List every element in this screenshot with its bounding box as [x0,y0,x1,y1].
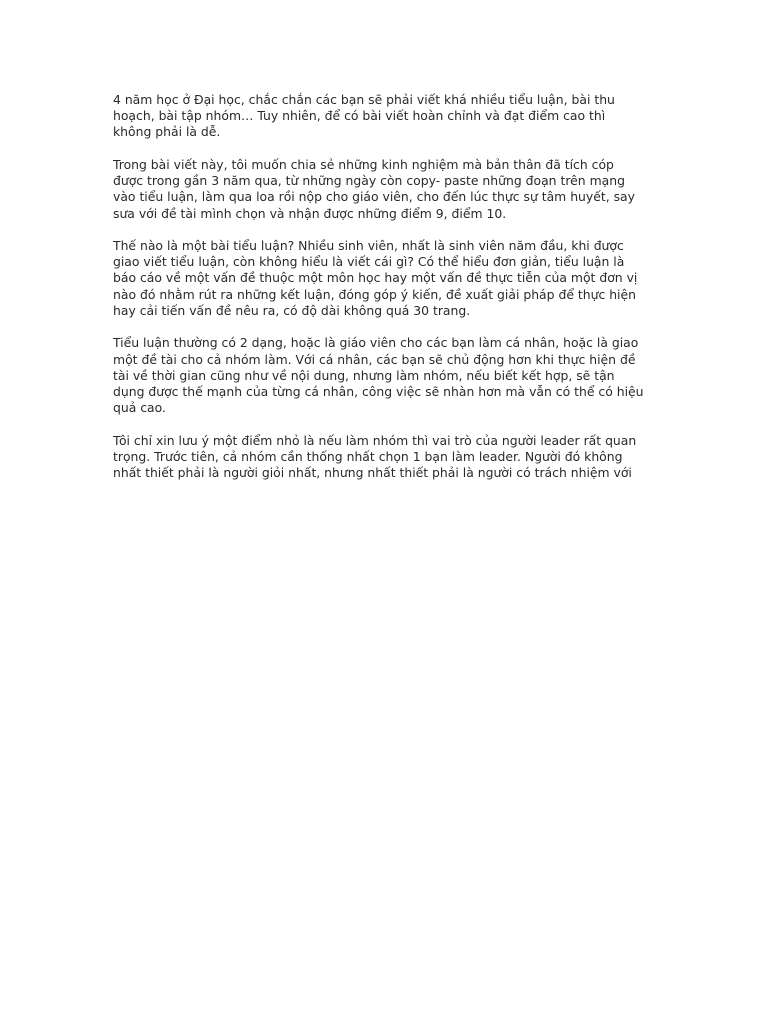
paragraph [113,157,733,222]
text-line: không phải là dễ. [113,124,221,140]
text-line: nào đó nhằm rút ra những kết luận, đóng góp ý kiến, đề xuất giải pháp để thực hiện [113,286,636,302]
text-line: quả cao. [113,400,166,416]
text-line: vào tiểu luận, làm qua loa rồi nộp cho giáo viên, cho đến lúc thực sự tâm huyết, say [113,189,635,205]
paragraph [113,238,733,319]
text-line: dụng được thế mạnh của từng cá nhân, công việc sẽ nhàn hơn mà vẫn có thể có hiệu [113,383,644,399]
text-line: Tôi chỉ xin lưu ý một điểm nhỏ là nếu làm nhóm thì vai trò của người leader rất quan [113,432,637,448]
text-line: trọng. Trước tiên, cả nhóm cần thống nhất chọn 1 bạn làm leader. Người đó không [113,448,623,464]
text-line: được trong gần 3 năm qua, từ những ngày còn copy- paste những đoạn trên mạng [113,173,625,189]
text-line: 4 năm học ở Đại học, chắc chắn các bạn sẽ phải viết khá nhiều tiểu luận, bài thu [113,92,615,107]
text-line: Trong bài viết này, tôi muốn chia sẻ những kinh nghiệm mà bản thân đã tích cóp [113,156,614,172]
document-body [113,92,733,498]
paragraph [113,335,733,416]
paragraph [113,92,733,141]
text-line: giao viết tiểu luận, còn không hiểu là viết cái gì? Có thể hiểu đơn giản, tiểu luận là [113,254,625,270]
text-line: tài về thời gian cũng như về nội dung, nhưng làm nhóm, nếu biết kết hợp, sẽ tận [113,367,615,383]
text-line: Tiểu luận thường có 2 dạng, hoặc là giáo viên cho các bạn làm cá nhân, hoặc là giao [113,335,639,351]
text-line: sưa với đề tài mình chọn và nhận được những điểm 9, điểm 10. [113,205,507,221]
text-line: hay cải tiến vấn đề nêu ra, có độ dài không quá 30 trang. [113,302,471,318]
text-line: nhất thiết phải là người giỏi nhất, nhưng nhất thiết phải là người có trách nhiệm với [113,465,632,481]
text-line: báo cáo về một vấn đề thuộc một môn học hay một vấn đề thực tiễn của một đơn vị [113,270,638,286]
text-line: Thế nào là một bài tiểu luận? Nhiều sinh viên, nhất là sinh viên năm đầu, khi được [113,238,624,254]
text-line: hoạch, bài tập nhóm… Tuy nhiên, để có bài viết hoàn chỉnh và đạt điểm cao thì [113,108,606,124]
text-line: một đề tài cho cả nhóm làm. Với cá nhân, các bạn sẽ chủ động hơn khi thực hiện đề [113,351,636,367]
paragraph [113,433,733,482]
